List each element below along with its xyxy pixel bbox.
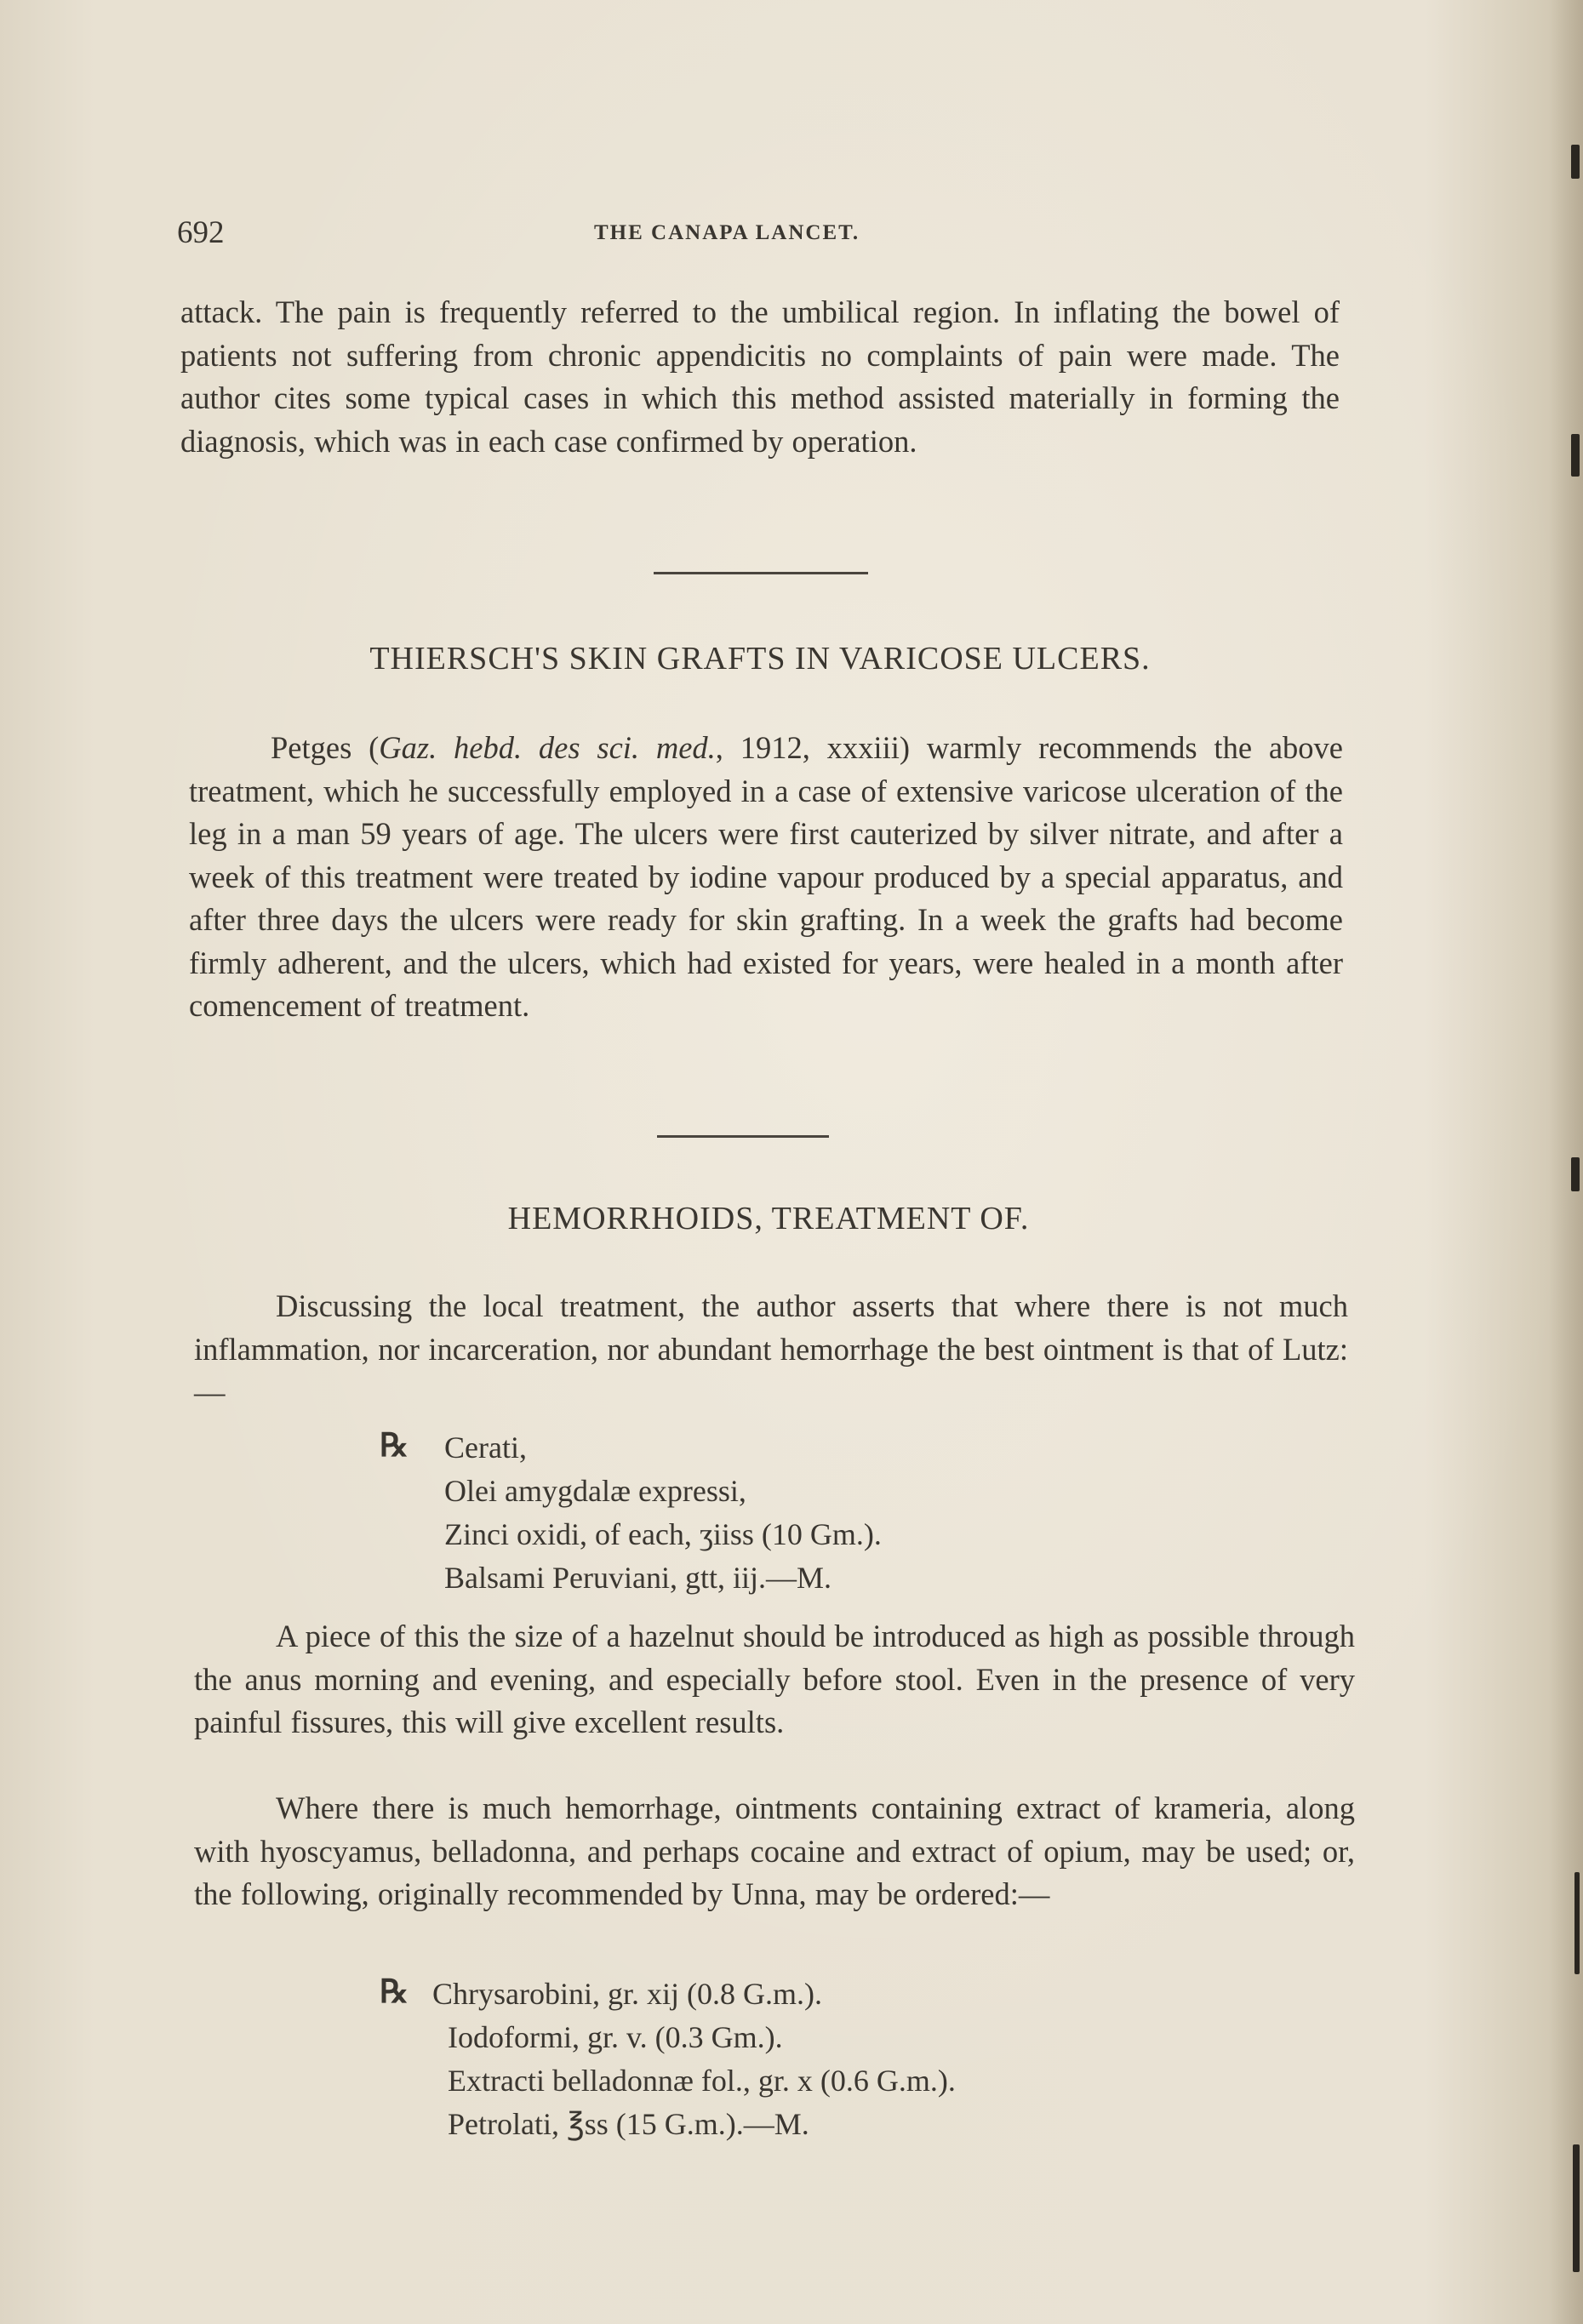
section-heading-thiersch: THIERSCH'S SKIN GRAFTS IN VARICOSE ULCERS.: [369, 641, 1151, 677]
prescription-line: Olei amygdalæ expressi,: [444, 1474, 746, 1508]
section-heading-hemorrhoids: HEMORRHOIDS, TREATMENT OF.: [507, 1201, 1030, 1236]
prescription-line: Petrolati, ℥ss (15 G.m.).—M.: [448, 2107, 809, 2141]
prescription-line: Chrysarobini, gr. xij (0.8 G.m.).: [432, 1977, 822, 2011]
prescription-line: Iodoformi, gr. v. (0.3 Gm.).: [448, 2020, 783, 2054]
binding-mark: [1573, 2144, 1580, 2272]
section2-paragraph3-block: [194, 1787, 1355, 1916]
prescription-line: Cerati,: [444, 1430, 527, 1465]
section-divider: [654, 572, 868, 574]
page-header: [177, 214, 1352, 257]
intro-paragraph-block: [180, 291, 1340, 463]
prescription-lutz: [444, 1426, 882, 1600]
page-number: 692: [177, 215, 225, 250]
prescription-line: Balsami Peruviani, gtt, iij.—M.: [444, 1561, 832, 1595]
section2-paragraph1: Discussing the local treatment, the author asserts that where there is not much inflammation, nor incarceration, nor abundant hemorrhage the best ointment is that of Lutz:—: [194, 1288, 1348, 1409]
binding-mark: [1574, 1872, 1580, 1974]
binding-mark: [1571, 1157, 1580, 1191]
prescription-symbol: ℞: [380, 1428, 409, 1464]
section1-text-start: Petges (: [271, 730, 380, 765]
section2-paragraph2: A piece of this the size of a hazelnut should be introduced as high as possible through the anus morning and evening, and especially before stool. Even in the presence of very painful fissures, this will give excellent results.: [194, 1619, 1355, 1739]
section1-paragraph: [189, 727, 1343, 1028]
binding-mark: [1571, 434, 1580, 477]
section2-paragraph2-block: [194, 1615, 1355, 1744]
section-divider: [657, 1135, 829, 1138]
running-head: THE CANAPA LANCET.: [594, 221, 860, 244]
prescription-line: Zinci oxidi, of each, ʒiiss (10 Gm.).: [444, 1517, 882, 1551]
section2-paragraph1-block: [194, 1285, 1348, 1414]
section2-paragraph3: Where there is much hemorrhage, ointments containing extract of krameria, along with hyoscyamus, belladonna, and perhaps cocaine and extract of opium, may be used; or, the following, originally recommended by Unna, may be ordered:—: [194, 1790, 1355, 1911]
journal-citation: Gaz. hebd. des sci. med.: [379, 730, 716, 765]
intro-paragraph: attack. The pain is frequently referred to the umbilical region. In inflating the bowel of patients not suffering from chronic appendicitis no complaints of pain were made. The author cites some typical cases in which this method assisted materially in forming the diagnosis, which was in each case confirmed by operation.: [180, 294, 1340, 459]
binding-mark: [1571, 145, 1580, 179]
section1-text-rest: , 1912, xxxiii) warmly recommends the above treatment, which he successfully employed in a case of extensive varicose ulceration of the leg in a man 59 years of age. The ulcers were first cauterized by silver nitrate, and after a week of this treatment were treated by iodine vapour produced by a special apparatus, and after three days the ulcers were ready for skin grafting. In a week the grafts had become firmly adherent, and the ulcers, which had existed for years, were healed in a month after comencement of treatment.: [189, 730, 1343, 1023]
prescription-line: Extracti belladonnæ fol., gr. x (0.6 G.m.).: [448, 2064, 956, 2098]
prescription-unna: [432, 1973, 956, 2146]
section1-paragraph-block: [189, 727, 1343, 1028]
prescription-symbol: ℞: [380, 1974, 409, 2010]
